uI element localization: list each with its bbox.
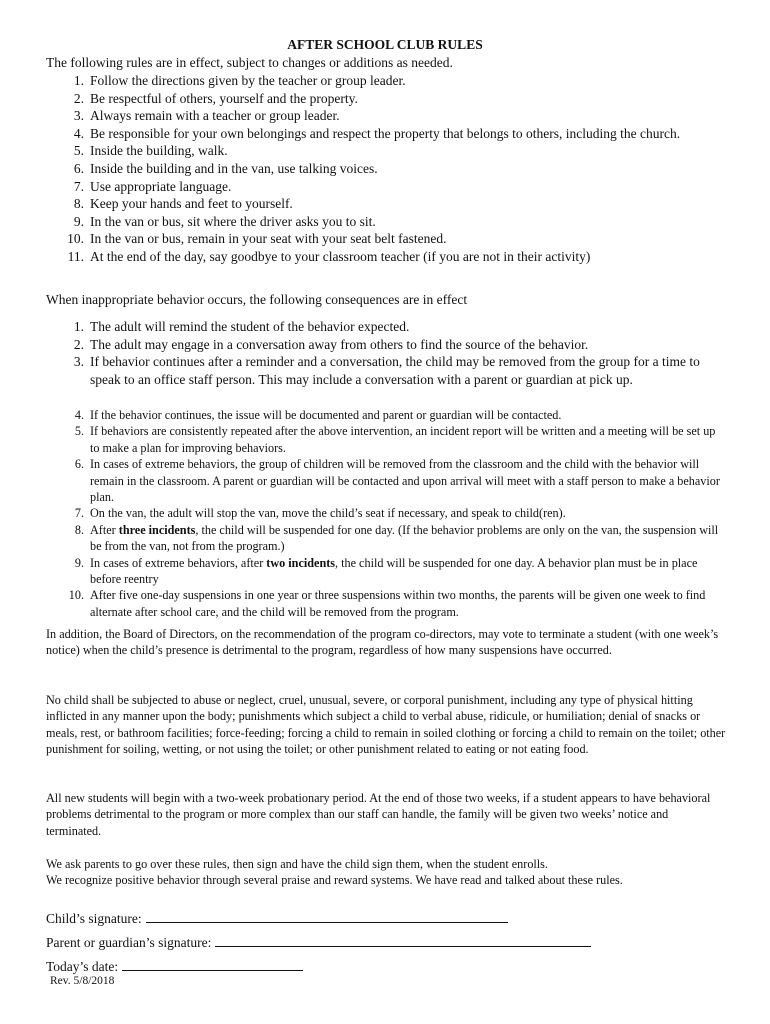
child-signature-row — [46, 908, 508, 928]
child-signature-line[interactable] — [146, 908, 508, 923]
list-text — [90, 523, 718, 553]
date-row — [46, 956, 303, 976]
abuse-policy-paragraph: No child shall be subjected to abuse or neglect, cruel, unusual, severe, or corporal punishment, including any type of physical hitting inflicted in any manner upon the body; punishments which subject a child to verbal abuse, ridicule, or humiliation; denial of snacks or meals, rest, or bathroom facilities; force-feeding; forcing a child to remain in soiled clothing or forcing a child to remain on the toilet; other punishment for soiling, wetting, or not using the toilet; or other punishment related to eating or not eating food. — [46, 693, 726, 757]
list-number: 8. — [73, 196, 84, 212]
list-text: In the van or bus, sit where the driver asks you to sit. — [90, 213, 376, 229]
list-item — [46, 125, 736, 143]
list-number: 6. — [73, 160, 84, 176]
list-item — [46, 178, 736, 196]
list-number: 11. — [67, 248, 84, 264]
parents-line-1: We ask parents to go over these rules, then sign and have the child sign them, when the student enrolls. — [46, 857, 548, 871]
rules-intro: The following rules are in effect, subject to changes or additions as needed. — [46, 55, 453, 70]
list-number: 4. — [73, 125, 84, 141]
list-text — [90, 556, 697, 586]
list-number: 3. — [73, 354, 84, 369]
list-text: In cases of extreme behaviors, the group of children will be removed from the classroom and the child with the behavior will remain in the classroom. A parent or guardian will be contacted and upon arrival will meet with a staff person to make a behavior plan. — [90, 457, 720, 505]
list-text-part: , the child will be suspended for one day. A behavior plan must be in place before reentry — [90, 555, 698, 587]
list-text: Inside the building and in the van, use talking voices. — [90, 160, 378, 176]
list-text: In the van or bus, remain in your seat with your seat belt fastened. — [90, 231, 447, 247]
list-item — [46, 407, 726, 423]
list-item — [46, 90, 736, 108]
list-number: 6. — [74, 457, 84, 472]
list-text: If the behavior continues, the issue will be documented and parent or guardian will be contacted. — [90, 408, 562, 422]
list-number: 2. — [73, 336, 84, 352]
revision-note: Rev. 5/8/2018 — [50, 975, 115, 987]
list-text: Inside the building, walk. — [90, 143, 228, 159]
probation-paragraph: All new students will begin with a two-week probationary period. At the end of those two weeks, if a student appears to have behavioral problems detrimental to the program or more complex than our staff can handle, the family will be given two weeks’ notice and terminated. — [46, 791, 711, 838]
list-item — [46, 248, 736, 266]
list-item — [46, 160, 736, 178]
list-number: 7. — [73, 178, 84, 194]
list-text-part: In cases of extreme behaviors, after — [90, 555, 267, 570]
list-text: Be responsible for your own belongings and respect the property that belongs to others, including the church. — [90, 125, 681, 141]
consequences-list-primary — [46, 318, 726, 388]
list-item — [46, 107, 736, 125]
list-text: Always remain with a teacher or group leader. — [90, 108, 340, 124]
list-number: 2. — [73, 90, 84, 106]
list-item — [46, 522, 726, 555]
rules-list — [46, 72, 736, 266]
list-text-part: After — [90, 522, 119, 537]
list-number: 1. — [73, 319, 84, 334]
list-text: Follow the directions given by the teacher or group leader. — [90, 73, 406, 88]
document-title: AFTER SCHOOL CLUB RULES — [287, 37, 483, 52]
list-item — [46, 505, 726, 521]
list-text: Keep your hands and feet to yourself. — [90, 196, 293, 212]
list-item — [46, 456, 726, 505]
list-number: 10. — [67, 231, 84, 247]
list-item — [46, 213, 736, 231]
consequences-intro: When inappropriate behavior occurs, the following consequences are in effect — [46, 292, 468, 307]
parents-line-2: We recognize positive behavior through several praise and reward systems. We have read and talked about these rules. — [46, 873, 623, 888]
list-item — [46, 336, 726, 354]
list-text: At the end of the day, say goodbye to your classroom teacher (if you are not in their activity) — [90, 248, 591, 264]
list-item — [46, 72, 736, 90]
list-number: 4. — [74, 408, 84, 422]
list-text: The adult may engage in a conversation away from others to find the source of the behavior. — [90, 336, 589, 352]
consequences-list-secondary — [46, 407, 726, 620]
parents-paragraph — [46, 856, 726, 889]
parent-signature-label: Parent or guardian’s signature: — [46, 935, 212, 950]
parent-signature-row — [46, 932, 591, 952]
list-item — [46, 587, 726, 620]
list-number: 9. — [73, 213, 84, 229]
list-item — [46, 318, 726, 336]
list-item — [46, 555, 726, 588]
child-signature-label: Child’s signature: — [46, 911, 142, 926]
list-item — [46, 353, 726, 388]
list-number: 5. — [74, 424, 84, 439]
board-paragraph: In addition, the Board of Directors, on the recommendation of the program co-directors, may vote to terminate a student (with one week’s notice) when the child’s presence is detrimental to the program, regardless of how many suspensions have occurred. — [46, 627, 719, 658]
list-item — [46, 142, 736, 160]
date-line[interactable] — [122, 956, 303, 971]
list-item — [46, 423, 726, 456]
list-number: 9. — [74, 555, 84, 570]
list-number: 10. — [68, 588, 84, 603]
list-number: 3. — [73, 108, 84, 124]
parent-signature-line[interactable] — [215, 932, 591, 947]
list-number: 8. — [74, 522, 84, 537]
list-number: 5. — [73, 143, 84, 159]
list-text: If behaviors are consistently repeated after the above intervention, an incident report will be written and a meeting will be set up to make a plan for improving behaviors. — [90, 424, 716, 455]
list-text: After five one-day suspensions in one year or three suspensions within two months, the parents will be given one week to find alternate after school care, and the child will be removed from the program. — [90, 588, 706, 619]
list-item — [46, 230, 736, 248]
list-item — [46, 195, 736, 213]
list-text-emphasis: two incidents — [266, 555, 336, 570]
list-number: 7. — [74, 506, 84, 521]
list-text-part: , the child will be suspended for one day. (If the behavior problems are only on the van, the suspension will be from the van, not from the program.) — [90, 522, 719, 554]
list-text: If behavior continues after a reminder and a conversation, the child may be removed from the group for a time to speak to an office staff person. This may include a conversation with a parent or guardian at pick up. — [90, 354, 700, 387]
date-label: Today’s date: — [46, 959, 119, 974]
list-text-emphasis: three incidents — [118, 522, 196, 537]
list-text: Use appropriate language. — [90, 178, 232, 194]
list-text: On the van, the adult will stop the van, move the child’s seat if necessary, and speak to child(ren). — [90, 506, 566, 521]
list-text: The adult will remind the student of the behavior expected. — [90, 319, 410, 334]
list-number: 1. — [73, 73, 84, 88]
list-text: Be respectful of others, yourself and the property. — [90, 90, 358, 106]
